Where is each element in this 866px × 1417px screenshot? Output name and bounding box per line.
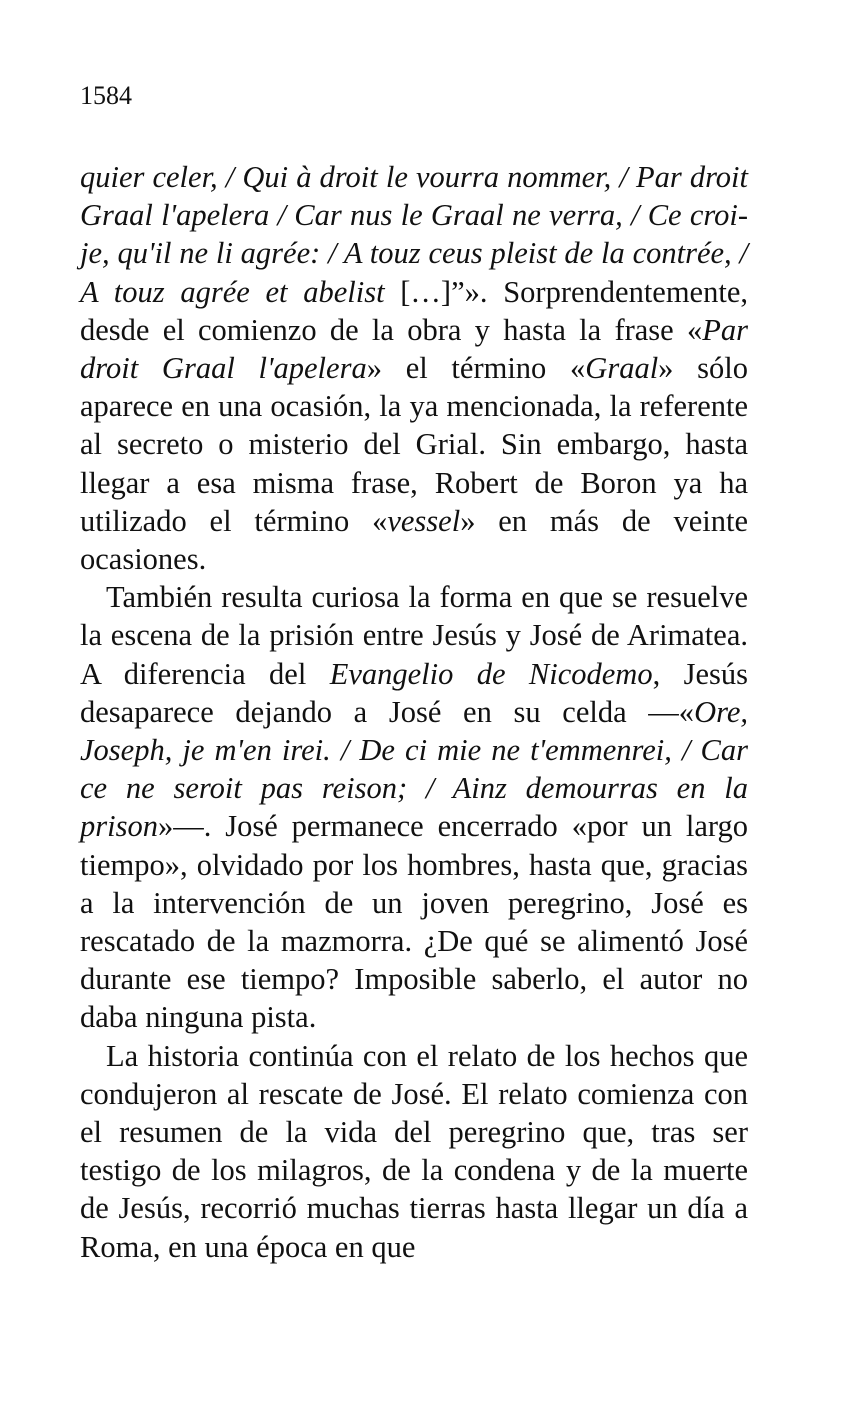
italic-span: Ore, Joseph, je m'en irei. / De ci mie ne t'emmenrei, / Car ce ne seroit pas reison; / Ainz demourras en la prison xyxy=(80,694,748,844)
text-span: , Jesús desaparece dejando a José en su celda —« xyxy=(80,656,748,729)
italic-span: quier celer, / Qui à droit le vourra nommer, / Par droit Graal l'apelera / Car nus le Graal ne verra, / Ce croi-je, qu'il ne li agrée: / A touz ceus pleist de la contrée, / A touz agrée et abelist xyxy=(80,160,748,309)
text-span: […]”». Sorprendentemente, desde el comienzo de la obra y hasta la frase « xyxy=(80,274,748,347)
paragraph xyxy=(80,1037,748,1266)
text-span: » el término « xyxy=(366,351,586,386)
italic-span: vessel xyxy=(387,503,461,538)
italic-span: Graal xyxy=(585,351,659,386)
italic-span: Par droit Graal l'apelera xyxy=(80,312,748,386)
text-span: También resulta curiosa la forma en que se resuelve la escena de la prisión entre Jesús y José de Arimatea. A diferencia del xyxy=(80,580,748,691)
paragraph xyxy=(80,158,748,578)
text-span: » sólo aparece en una ocasión, la ya mencionada, la referente al secreto o misterio del Grial. Sin embargo, hasta llegar a esa misma frase, Robert de Boron ya ha utilizado el término « xyxy=(80,351,748,538)
text-span: La historia continúa con el relato de los hechos que condujeron al rescate de José. El relato comienza con el resumen de la vida del peregrino que, tras ser testigo de los milagros, de la condena y de la muerte de Jesús, recorrió muchas tierras hasta llegar un día a Roma, en una época en que xyxy=(80,1038,748,1264)
body-text xyxy=(80,158,748,1266)
paragraph xyxy=(80,578,748,1036)
text-span: » en más de veinte ocasiones. xyxy=(80,503,748,577)
text-span: »—. José permanece encerrado «por un largo tiempo», olvidado por los hombres, hasta que, gracias a la intervención de un joven peregrino, José es rescatado de la mazmorra. ¿De qué se alimentó José durante ese tiempo? Imposible saberlo, el autor no daba ninguna pista. xyxy=(80,809,748,1035)
italic-span: Evangelio de Nicodemo xyxy=(329,656,653,691)
page-number: 1584 xyxy=(80,81,132,110)
